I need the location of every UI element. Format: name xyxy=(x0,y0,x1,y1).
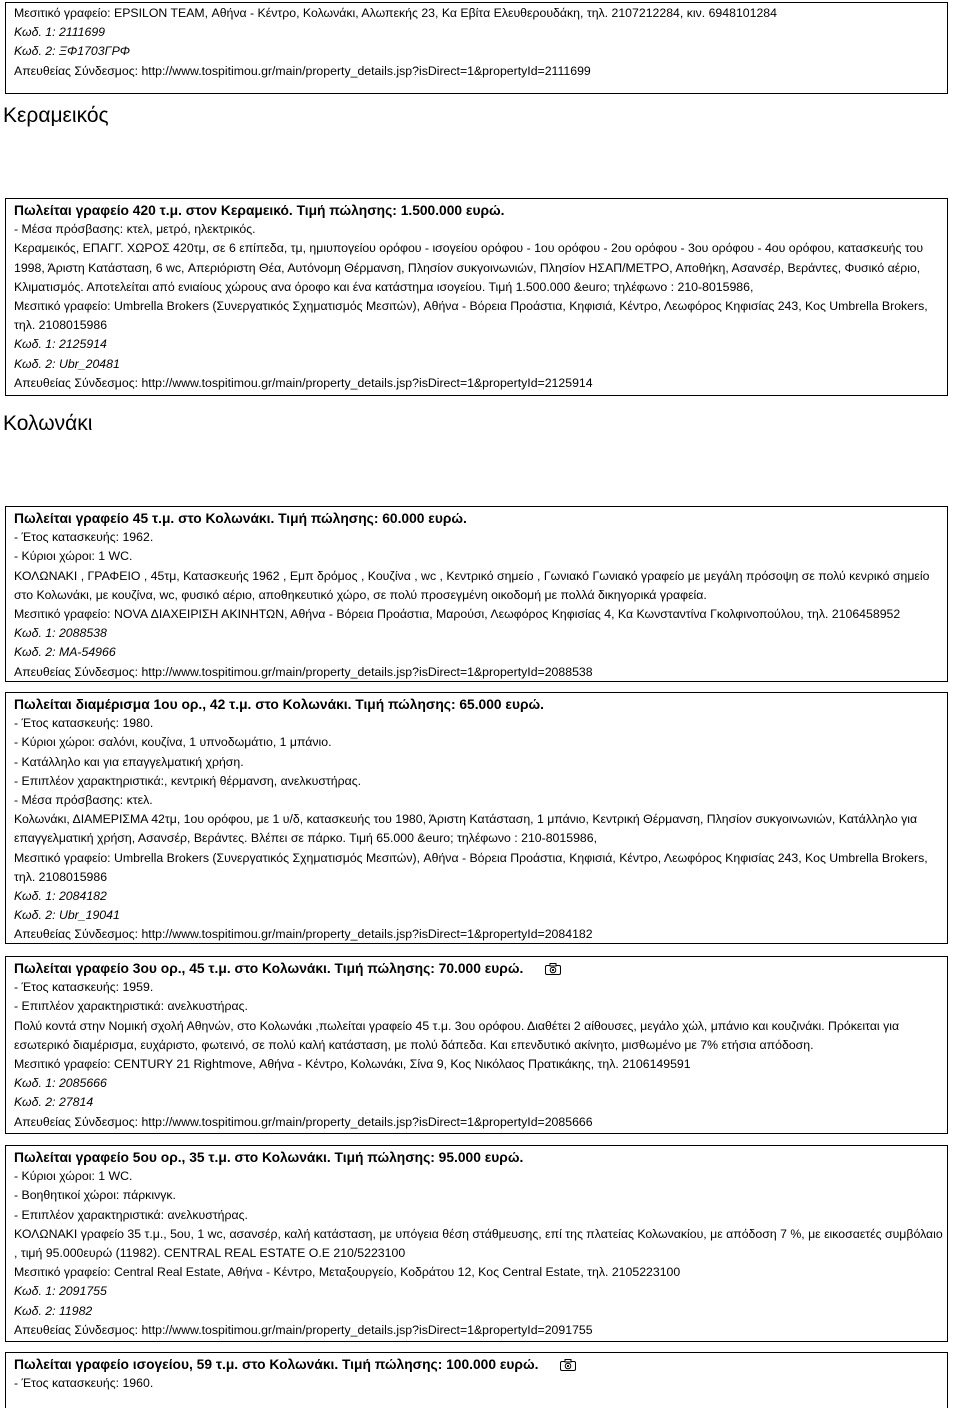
listing-description: ΚΟΛΩΝΑΚΙ , ΓΡΑΦΕΙΟ , 45τμ, Κατασκευής 1962 , Εμπ δρόμος , Κουζίνα , wc , Κεντρικό σημείο , Γωνιακό Γωνιακό γραφείο με μεγάλη πρόσοψη σε πολύ κενρικό σημείο στο Κολωνάκι, με κουζίνα, wc, φυσικό αέριο, αποθηκευτικό χώρο, σε πολύ προσεγμένη οικοδομή με πολλά δικηγορικά γραφεία. xyxy=(14,568,930,602)
office-info: Μεσιτικό γραφείο: Umbrella Brokers (Συνεργατικός Σχηματισμός Μεσιτών), Αθήνα - Βόρεια Προάστια, Κηφισιά, Κέντρο, Λεωφόρος Κηφισίας 243, Κος Umbrella Brokers, τηλ. 2108015986 xyxy=(14,299,928,333)
camera-icon[interactable] xyxy=(545,963,561,975)
area-heading-kolonaki: Κολωνάκι xyxy=(3,412,93,435)
listing-title-text: Πωλείται γραφείο 3ου ορ., 45 τ.μ. στο Κολωνάκι. Τιμή πώλησης: 70.000 ευρώ. xyxy=(14,961,524,976)
extra-features: - Επιπλέον χαρακτηριστικά: ανελκυστήρας. xyxy=(14,1207,248,1222)
listing-box xyxy=(5,1352,948,1408)
office-info: Μεσιτικό γραφείο: CENTURY 21 Rightmove, Αθήνα - Κέντρο, Κολωνάκι, Σίνα 9, Κος Νικόλαος Πρατικάκης, τηλ. 2106149591 xyxy=(14,1057,691,1072)
listing-title xyxy=(14,959,947,978)
listing-description: Πολύ κοντά στην Νομική σχολή Αθηνών, στο Κολωνάκι ,πωλείται γραφείο 45 τ.μ. 3ου ορόφου. Διαθέτει 2 αίθουσες, μεγάλο χώλ, μπάνιο και κουζινάκι. Πρόκειται για εσωτερικό διαμέρισμα, ευχάριστο, φωτεινό, σε πολύ καλή κατάσταση, με πολύ δάπεδα. Και επενδυτικό ακίνητο, μισθωμένο με 7% ετήσια απόδοση. xyxy=(14,1018,900,1052)
main-rooms: - Κύριοι χώροι: σαλόνι, κουζίνα, 1 υπνοδωμάτιο, 1 μπάνιο. xyxy=(14,735,332,750)
code-1: Κωδ. 1: 2085666 xyxy=(14,1076,107,1091)
transport-info: - Μέσα πρόσβασης: κτελ, μετρό, ηλεκτρικός. xyxy=(14,222,256,237)
listing-title-text: Πωλείται γραφείο ισογείου, 59 τ.μ. στο Κολωνάκι. Τιμή πώλησης: 100.000 ευρώ. xyxy=(14,1357,539,1372)
direct-link[interactable]: Απευθείας Σύνδεσμος: http://www.tospitimou.gr/main/property_details.jsp?isDirect=1&propertyId=2088538 xyxy=(14,664,593,679)
listing-title: Πωλείται γραφείο 5ου ορ., 35 τ.μ. στο Κολωνάκι. Τιμή πώλησης: 95.000 ευρώ. xyxy=(14,1150,524,1165)
code-2: Κωδ. 2: ΞΦ1703ΓΡΦ xyxy=(14,44,131,59)
camera-icon[interactable] xyxy=(560,1359,576,1371)
transport-info: - Μέσα πρόσβασης: κτελ. xyxy=(14,793,153,808)
listing-box xyxy=(5,198,948,396)
code-2: Κωδ. 2: MA-54966 xyxy=(14,645,116,660)
direct-link[interactable]: Απευθείας Σύνδεσμος: http://www.tospitimou.gr/main/property_details.jsp?isDirect=1&propertyId=2111699 xyxy=(14,63,591,78)
listing-title: Πωλείται διαμέρισμα 1ου ορ., 42 τ.μ. στο Κολωνάκι. Τιμή πώλησης: 65.000 ευρώ. xyxy=(14,697,545,712)
direct-link[interactable]: Απευθείας Σύνδεσμος: http://www.tospitimou.gr/main/property_details.jsp?isDirect=1&propertyId=2085666 xyxy=(14,1114,593,1129)
construction-year: - Έτος κατασκευής: 1962. xyxy=(14,530,154,545)
professional-use: - Κατάλληλο και για επαγγελματική χρήση. xyxy=(14,754,244,769)
listing-title: Πωλείται γραφείο 420 τ.μ. στον Κεραμεικό. Τιμή πώλησης: 1.500.000 ευρώ. xyxy=(14,203,505,218)
listing-box xyxy=(5,506,948,682)
construction-year: - Έτος κατασκευής: 1980. xyxy=(14,716,154,731)
direct-link[interactable]: Απευθείας Σύνδεσμος: http://www.tospitimou.gr/main/property_details.jsp?isDirect=1&propertyId=2084182 xyxy=(14,927,593,942)
main-rooms: - Κύριοι χώροι: 1 WC. xyxy=(14,1169,133,1184)
code-2: Κωδ. 2: 27814 xyxy=(14,1095,94,1110)
extra-features: - Επιπλέον χαρακτηριστικά: ανελκυστήρας. xyxy=(14,999,248,1014)
code-1: Κωδ. 1: 2111699 xyxy=(14,25,106,40)
code-2: Κωδ. 2: 11982 xyxy=(14,1303,93,1318)
code-1: Κωδ. 1: 2091755 xyxy=(14,1284,107,1299)
listing-footer-box xyxy=(5,2,948,94)
listing-description: Κεραμεικός, ΕΠΑΓΓ. ΧΩΡΟΣ 420τμ, σε 6 επίπεδα, τμ, ημιυπογείου ορόφου - ισογείου ορόφου - 1ου ορόφου - 2ου ορόφου - 3ου ορόφου - 4ου ορόφου, κατασκευής του 1998, Άριστη Κατάσταση, 6 wc, Απεριόριστη Θέα, Αυτόνομη Θέρμανση, Πλησίον συκγοινωνιών, Πλησίον ΗΣΑΠ/ΜΕΤΡΟ, Αποθήκη, Ασανσέρ, Βεράντες, Φυσικό αέριο, Κλιματισμός. Αποτελείται από ενιαίους χώρους ανα όροφο και ένα κατάστημα ισογείου. Τιμή 1.500.000 &euro; τηλέφωνο : 210-8015986, xyxy=(14,241,924,294)
area-heading-kerameikos: Κεραμεικός xyxy=(3,104,109,127)
code-1: Κωδ. 1: 2084182 xyxy=(14,889,107,904)
listing-title xyxy=(14,1355,947,1374)
code-1: Κωδ. 1: 2088538 xyxy=(14,626,107,641)
office-info: Μεσιτικό γραφείο: EPSILON TEAM, Αθήνα - Κέντρο, Κολωνάκι, Αλωπεκής 23, Κα Εβίτα Ελευθερουδάκη, τηλ. 2107212284, κιν. 6948101284 xyxy=(14,6,777,20)
office-info: Μεσιτικό γραφείο: Central Real Estate, Αθήνα - Κέντρο, Μεταξουργείο, Κοδράτου 12, Κος Central Estate, τηλ. 2105223100 xyxy=(14,1265,681,1280)
code-1: Κωδ. 1: 2125914 xyxy=(14,337,107,352)
direct-link[interactable]: Απευθείας Σύνδεσμος: http://www.tospitimou.gr/main/property_details.jsp?isDirect=1&propertyId=2125914 xyxy=(14,375,593,390)
listing-title: Πωλείται γραφείο 45 τ.μ. στο Κολωνάκι. Τιμή πώλησης: 60.000 ευρώ. xyxy=(14,511,467,526)
main-rooms: - Κύριοι χώροι: 1 WC. xyxy=(14,549,133,564)
code-2: Κωδ. 2: Ubr_19041 xyxy=(14,908,120,923)
extra-features: - Επιπλέον χαρακτηριστικά:, κεντρική θέρμανση, ανελκυστήρας. xyxy=(14,773,362,788)
office-info: Μεσιτικό γραφείο: Umbrella Brokers (Συνεργατικός Σχηματισμός Μεσιτών), Αθήνα - Βόρεια Προάστια, Κηφισιά, Κέντρο, Λεωφόρος Κηφισίας 243, Κος Umbrella Brokers, τηλ. 2108015986 xyxy=(14,850,928,884)
office-info: Μεσιτικό γραφείο: NOVA ΔΙΑΧΕΙΡΙΣΗ ΑΚΙΝΗΤΩΝ, Αθήνα - Βόρεια Προάστια, Μαρούσι, Λεωφόρος Κηφισίας 4, Κα Κωνσταντίνα Γκολφινοπούλου, τηλ. 2106458952 xyxy=(14,607,901,622)
listing-description: Κολωνάκι, ΔΙΑΜΕΡΙΣΜΑ 42τμ, 1ου ορόφου, με 1 υ/δ, κατασκευής του 1980, Άριστη Κατάσταση, 1 μπάνιο, Κεντρική Θέρμανση, Πλησίον συκγοινωνιών, Κατάλληλο για επαγγελματική χρήση, Ασανσέρ, Βεράντες. Βλέπει σε πάρκο. Τιμή 65.000 &euro; τηλέφωνο : 210-8015986, xyxy=(14,812,918,846)
direct-link[interactable]: Απευθείας Σύνδεσμος: http://www.tospitimou.gr/main/property_details.jsp?isDirect=1&propertyId=2091755 xyxy=(14,1322,593,1337)
construction-year: - Έτος κατασκευής: 1959. xyxy=(14,980,154,995)
listing-box xyxy=(5,956,948,1134)
listing-box xyxy=(5,1145,948,1342)
listing-box xyxy=(5,692,948,944)
auxiliary-rooms: - Βοηθητικοί χώροι: πάρκινγκ. xyxy=(14,1188,176,1203)
listing-description: ΚΟΛΩΝΑΚΙ γραφείο 35 τ.μ., 5ου, 1 wc, ασανσέρ, καλή κατάσταση, με υπόγεια θέση στάθμευσης, επί της πλατείας Κολωνακίου, με απόδοση 7 %, με εικοσαετές συμβόλαιο , τιμή 95.000ευρώ (11982). CENTRAL REAL ESTATE O.E 210/5223100 xyxy=(14,1226,943,1261)
construction-year: - Έτος κατασκευής: 1960. xyxy=(14,1376,154,1391)
code-2: Κωδ. 2: Ubr_20481 xyxy=(14,356,120,371)
